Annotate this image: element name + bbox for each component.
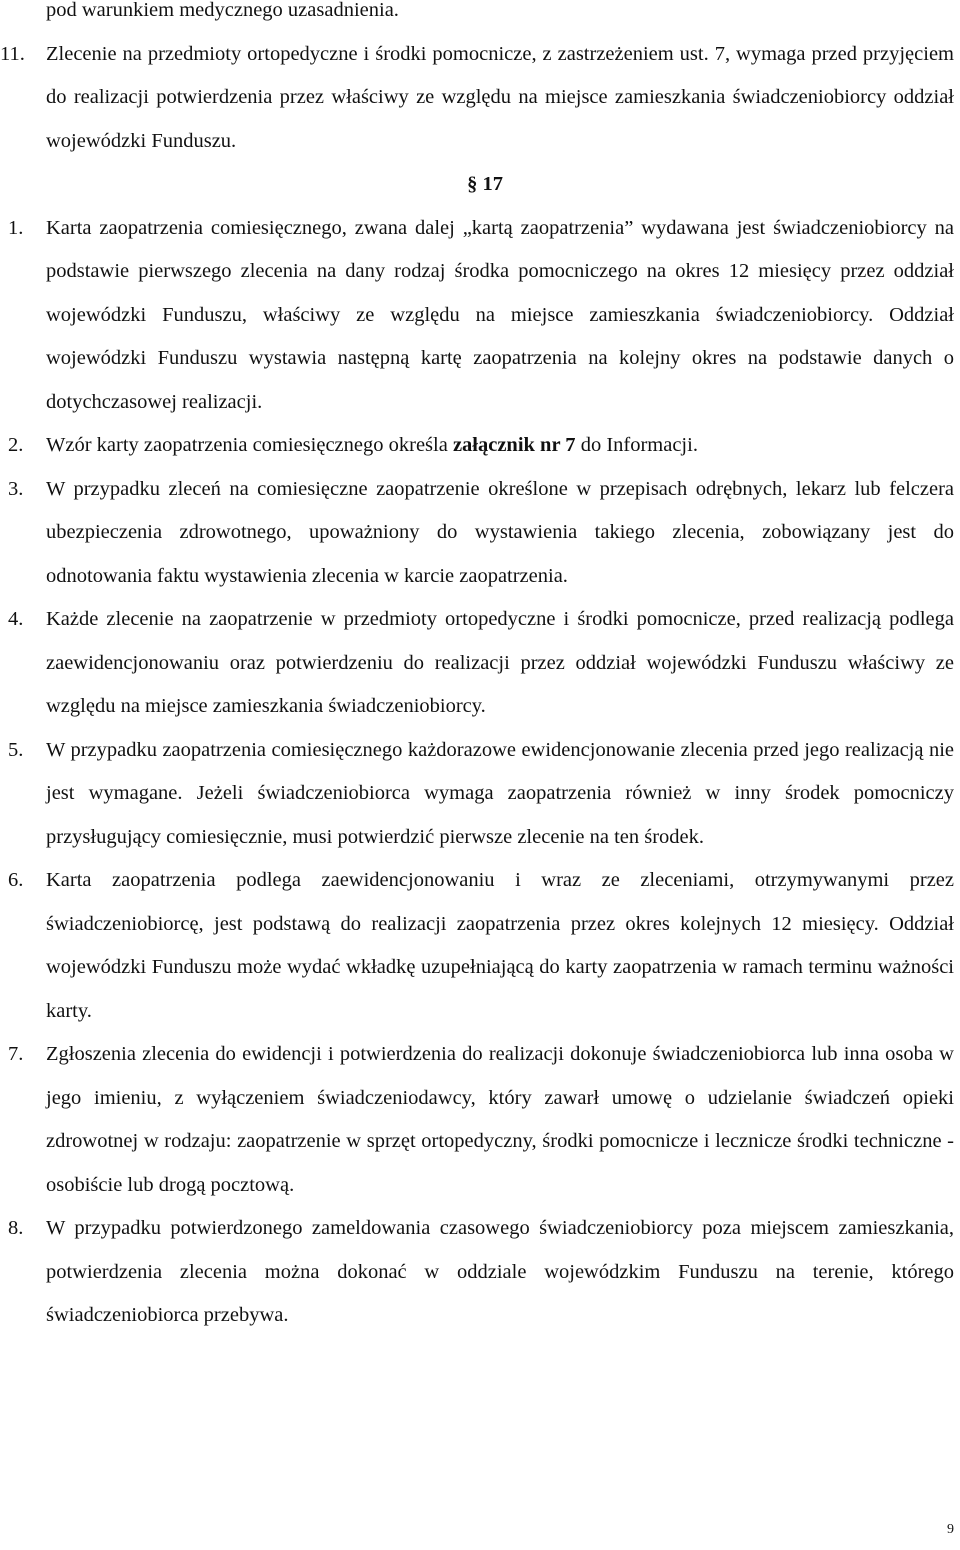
- list-item-6: [0, 859, 960, 1033]
- list-item-text: Karta zaopatrzenia podlega zaewidencjonowaniu i wraz ze zleceniami, otrzymywanymi przez świadczeniobiorcę, jest podstawą do realizacji zaopatrzenia przez okres kolejnych 12 miesięcy. Oddział wojewódzki Funduszu może wydać wkładkę uzupełniającą do karty zaopatrzenia w ramach terminu ważności karty.: [46, 869, 954, 1022]
- list-item-5: [0, 729, 960, 860]
- list-item-text: [46, 434, 698, 456]
- list-item-number: 1.: [8, 216, 24, 239]
- list-item-text: Zlecenie na przedmioty ortopedyczne i środki pomocnicze, z zastrzeżeniem ust. 7, wymaga przed przyjęciem do realizacji potwierdzenia przez właściwy ze względu na miejsce zamieszkania świadczeniobiorcy oddział wojewódzki Funduszu.: [46, 42, 954, 152]
- list-item-number: 2.: [8, 434, 24, 456]
- list-item-7: [0, 1033, 960, 1207]
- list-item-number: 4.: [8, 608, 24, 630]
- list-item-text-end: do Informacji.: [575, 434, 698, 456]
- list-item-number: 5.: [8, 738, 24, 761]
- list-item-text: Każde zlecenie na zaopatrzenie w przedmioty ortopedyczne i środki pomocnicze, przed realizacją podlega zaewidencjonowaniu oraz potwierdzeniu do realizacji przez oddział wojewódzki Funduszu właściwy ze względu na miejsce zamieszkania świadczeniobiorcy.: [46, 608, 954, 717]
- attachment-reference: załącznik nr 7: [452, 434, 576, 456]
- list-item-number: 7.: [8, 1043, 24, 1065]
- list-item-text: W przypadku zaopatrzenia comiesięcznego każdorazowe ewidencjonowanie zlecenia przed jego realizacją nie jest wymagane. Jeżeli świadczeniobiorca wymaga zaopatrzenia również w inny środek pomocniczy przysługujący comiesięcznie, musi potwierdzić pierwsze zlecenie na ten środek.: [46, 738, 954, 848]
- list-item-8: [0, 1207, 960, 1338]
- list-item-2: [0, 424, 960, 468]
- page-number: 9: [947, 1522, 954, 1537]
- list-item-4: [0, 598, 960, 729]
- list-item-text: W przypadku potwierdzonego zameldowania czasowego świadczeniobiorcy poza miejscem zamieszkania, potwierdzenia zlecenia można dokonać w oddziale wojewódzkim Funduszu na terenie, którego świadczeniobiorca przebywa.: [46, 1217, 954, 1326]
- list-item-text-start: Wzór karty zaopatrzenia comiesięcznego określa: [46, 434, 453, 456]
- list-item-number: 6.: [8, 869, 24, 891]
- list-item-number: 8.: [8, 1217, 24, 1239]
- list-item-11: [0, 33, 960, 164]
- list-item-text: Karta zaopatrzenia comiesięcznego, zwana dalej „kartą zaopatrzenia” wydawana jest świadczeniobiorcy na podstawie pierwszego zlecenia na dany rodzaj środka pomocniczego na okres 12 miesięcy przez oddział wojewódzki Funduszu, właściwy ze względu na miejsce zamieszkania świadczeniobiorcy. Oddział wojewódzki Funduszu wystawia następną kartę zaopatrzenia na kolejny okres na podstawie danych o dotychczasowej realizacji.: [46, 216, 954, 413]
- list-item-text: Zgłoszenia zlecenia do ewidencji i potwierdzenia do realizacji dokonuje świadczeniobiorca lub inna osoba w jego imieniu, z wyłączeniem świadczeniodawcy, który zawarł umowę o udzielanie świadczeń opieki zdrowotnej w rodzaju: zaopatrzenie w sprzęt ortopedyczny, środki pomocnicze i lecznicze środki techniczne - osobiście lub drogą pocztową.: [46, 1043, 954, 1196]
- list-item-number: 11.: [0, 42, 25, 65]
- list-item-number: 3.: [8, 477, 24, 500]
- list-item-text: W przypadku zleceń na comiesięczne zaopatrzenie określone w przepisach odrębnych, lekarz lub felczera ubezpieczenia zdrowotnego, upoważniony do wystawienia takiego zlecenia, zobowiązany jest do odnotowania faktu wystawienia zlecenia w karcie zaopatrzenia.: [46, 477, 954, 587]
- list-item-3: [0, 468, 960, 599]
- paragraph-continuation: pod warunkiem medycznego uzasadnienia.: [46, 0, 399, 21]
- list-item-1: [0, 207, 960, 425]
- section-heading: § 17: [467, 173, 503, 195]
